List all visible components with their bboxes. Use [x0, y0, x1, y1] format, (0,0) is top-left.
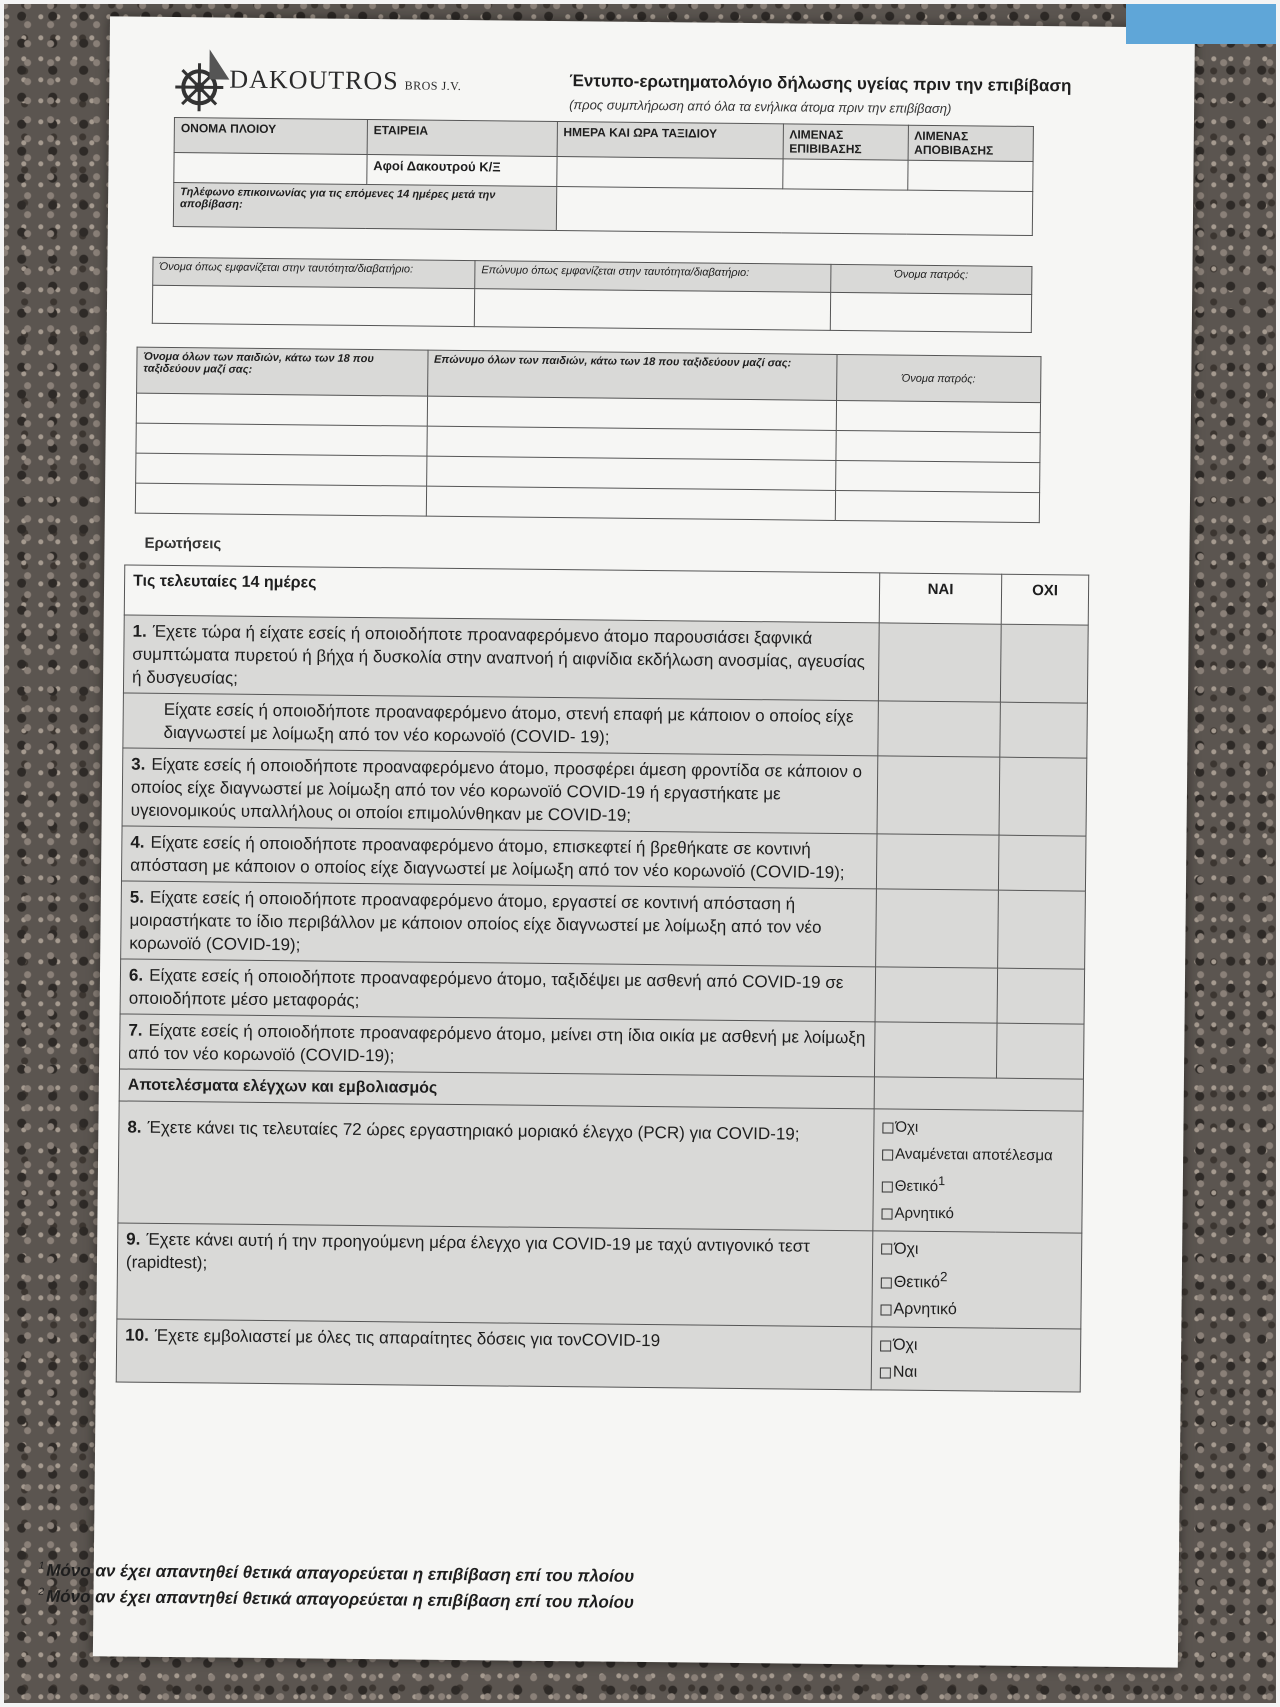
child-first-name-field[interactable]: [136, 393, 427, 426]
first-name-label: Όνομα όπως εμφανίζεται στην ταυτότητα/διαβατήριο:: [153, 257, 475, 288]
child-last-name-field[interactable]: [427, 426, 836, 460]
child-first-name-field[interactable]: [136, 423, 427, 456]
no-column-header: ΟΧΙ: [1001, 574, 1089, 625]
child-father-name-field[interactable]: [835, 490, 1040, 522]
form-sheet: [38, 16, 1195, 1667]
checkbox-icon: [880, 1367, 891, 1378]
footnote-1: $^1$ Μόνο αν έχει απαντηθεί θετικά απαγορεύεται η επιβίβαση επί του πλοίου: [38, 1560, 635, 1586]
checkbox-icon: [880, 1340, 891, 1351]
question-4: 4. Είχατε εσείς ή οποιοδήποτε προαναφερόμενο άτομο, επισκεφτεί ή βρεθήκατε σε κοντινή απόσταση με κάποιον ο οποίος είχε διαγνωστεί με λοίμωξη από τον νέο κορωνοϊό (COVID-19);: [121, 826, 877, 889]
question-9-options: [872, 1231, 1082, 1330]
checkbox-icon: [881, 1277, 892, 1288]
child-father-name-field[interactable]: [836, 400, 1041, 432]
checkbox-icon: [882, 1181, 893, 1192]
question-10-options: [871, 1327, 1081, 1392]
child-last-name-field[interactable]: [426, 456, 835, 490]
q8-option-no[interactable]: Όχι: [882, 1113, 1074, 1142]
question-7: 7. Είχατε εσείς ή οποιοδήποτε προαναφερόμενο άτομο, μείνει στη ίδια οικία με ασθενή με λοίμωξη από τον νέο κορωνοϊό (COVID-19);: [120, 1014, 876, 1077]
question-1-yes[interactable]: [878, 623, 1001, 702]
question-8: 8. Έχετε κάνει τις τελευταίες 72 ώρες εργαστηριακό μοριακό έλεγχο (PCR) για COVID-19;: [118, 1101, 874, 1231]
question-4-no[interactable]: [998, 835, 1086, 891]
q10-option-yes[interactable]: Ναι: [880, 1359, 1072, 1388]
checkbox-icon: [882, 1149, 893, 1160]
last-name-label: Επώνυμο όπως εμφανίζεται στην ταυτότητα/διαβατήριο:: [475, 261, 831, 293]
embark-port-field[interactable]: [782, 159, 907, 190]
company-label: ΕΤΑΙΡΕΙΑ: [367, 120, 557, 157]
checkbox-icon: [880, 1304, 891, 1315]
child-last-name-field[interactable]: [427, 396, 836, 430]
q9-option-negative[interactable]: Αρνητικό: [880, 1296, 1072, 1325]
checkbox-icon: [882, 1122, 893, 1133]
question-2: Είχατε εσείς ή οποιοδήποτε προαναφερόμενο άτομο, στενή επαφή με κάποιον ο οποίος είχε διαγνωστεί με λοίμωξη από τον νέο κορωνοϊό (COVID- 19);: [123, 693, 879, 756]
travel-datetime-field[interactable]: [556, 157, 782, 189]
question-1-no[interactable]: [1000, 624, 1088, 703]
question-6-yes[interactable]: [875, 967, 998, 1023]
question-5-yes[interactable]: [876, 889, 999, 968]
embark-port-label: ΛΙΜΕΝΑΣ ΕΠΙΒΙΒΑΣΗΣ: [783, 124, 908, 160]
phone-label: Τηλέφωνο επικοινωνίας για τις επόμενες 14 ημέρες μετά την αποβίβαση:: [173, 182, 556, 230]
question-5-no[interactable]: [998, 890, 1086, 969]
tests-section-heading: Αποτελέσματα ελέγχων και εμβολιασμός: [119, 1069, 874, 1109]
question-7-no[interactable]: [996, 1023, 1084, 1079]
company-value: Αφοί Δακουτρού Κ/Ξ: [367, 155, 557, 187]
q10-option-no[interactable]: Όχι: [880, 1332, 1072, 1361]
children-info-table: [135, 347, 1042, 523]
question-7-yes[interactable]: [874, 1022, 997, 1078]
child-last-name-field[interactable]: [426, 486, 835, 520]
children-father-name-label: Όνομα πατρός:: [836, 354, 1041, 402]
question-10: 10. Έχετε εμβολιαστεί με όλες τις απαραίτητες δόσεις για τονCOVID-19: [116, 1319, 872, 1390]
ship-name-label: ΟΝΟΜΑ ΠΛΟΙΟΥ: [174, 117, 367, 154]
question-2-yes[interactable]: [878, 701, 1001, 757]
checkbox-icon: [881, 1208, 892, 1219]
q9-option-no[interactable]: Όχι: [881, 1235, 1073, 1264]
child-father-name-field[interactable]: [835, 460, 1040, 492]
brand-name: DAKOUTROS BROS J.V.: [229, 64, 462, 96]
questions-heading: Ερωτήσεις: [144, 534, 222, 553]
question-9: 9. Έχετε κάνει αυτή ή την προηγούμενη μέρα έλεγχο για COVID-19 με ταχύ αντιγονικό τεστ (rapidtest);: [117, 1223, 873, 1327]
footnote-2: $^2$ Μόνο αν έχει απαντηθεί θετικά απαγορεύεται η επιβίβαση επί του πλοίου: [38, 1586, 635, 1612]
father-name-label: Όνομα πατρός:: [830, 264, 1032, 294]
question-2-no[interactable]: [1000, 702, 1088, 758]
document-subtitle: (προς συμπλήρωση από όλα τα ενήλικα άτομα πριν την επιβίβαση): [569, 97, 952, 117]
question-1: 1. Έχετε τώρα ή είχατε εσείς ή οποιοδήποτε προαναφερόμενο άτομο παρουσιάσει ξαφνικά συμπτώματα πυρετού ή βήχα ή δυσκολία στην αναπνοή ή αιφνίδια εκδήλωση ανοσμίας, αγευσίας ή δυσγευσίας;: [123, 615, 879, 701]
last-name-field[interactable]: [474, 289, 830, 331]
children-first-name-label: Όνομα όλων των παιδιών, κάτω των 18 που ταξιδεύουν μαζί σας:: [137, 347, 428, 396]
checkbox-icon: [881, 1244, 892, 1255]
q8-option-pending[interactable]: Αναμένεται αποτέλεσμα: [882, 1140, 1074, 1169]
question-6-no[interactable]: [997, 968, 1085, 1024]
q8-option-positive[interactable]: Θετικό$^1$: [882, 1167, 1074, 1201]
passenger-info-table: [152, 257, 1033, 333]
question-3: 3. Είχατε εσείς ή οποιοδήποτε προαναφερόμενο άτομο, προσφέρει άμεση φροντίδα σε κάποιον ο οποίος είχε διαγνωστεί με λοίμωξη από τον νέο κορωνοϊό COVID-19 ή εργαστήκατε με υγειονομικούς υπαλλήλους οι οποίοι επιμολύνθηκαν με COVID-19;: [122, 748, 878, 834]
document-title: Έντυπο-ερωτηματολόγιο δήλωσης υγείας πριν την επιβίβαση: [569, 71, 1072, 96]
children-last-name-label: Επώνυμο όλων των παιδιών, κάτω των 18 που ταξιδεύουν μαζί σας:: [427, 350, 836, 400]
q9-option-positive[interactable]: Θετικό$^2$: [881, 1262, 1073, 1297]
ship-name-field[interactable]: [174, 152, 367, 184]
question-8-options: [873, 1109, 1083, 1233]
question-3-yes[interactable]: [877, 756, 1000, 835]
disembark-port-field[interactable]: [907, 160, 1033, 191]
yes-column-header: ΝΑΙ: [879, 573, 1002, 624]
health-questionnaire-table: [116, 564, 1090, 1392]
question-3-no[interactable]: [999, 757, 1087, 836]
question-6: 6. Είχατε εσείς ή οποιοδήποτε προαναφερόμενο άτομο, ταξιδέψει με ασθενή από COVID-19 σε οποιοδήποτε μέσο μεταφοράς;: [120, 959, 876, 1022]
form-header: [169, 39, 1170, 129]
trip-info-table: [173, 117, 1034, 236]
q8-option-negative[interactable]: Αρνητικό: [881, 1199, 1073, 1228]
child-first-name-field[interactable]: [135, 483, 426, 516]
period-heading: Τις τελευταίες 14 ημέρες: [124, 565, 879, 623]
travel-datetime-label: ΗΜΕΡΑ ΚΑΙ ΩΡΑ ΤΑΞΙΔΙΟΥ: [557, 122, 783, 159]
father-name-field[interactable]: [830, 292, 1032, 332]
disembark-port-label: ΛΙΜΕΝΑΣ ΑΠΟΒΙΒΑΣΗΣ: [908, 125, 1034, 161]
child-first-name-field[interactable]: [136, 453, 427, 486]
first-name-field[interactable]: [152, 285, 474, 326]
question-4-yes[interactable]: [876, 834, 999, 890]
child-father-name-field[interactable]: [835, 430, 1040, 462]
question-5: 5. Είχατε εσείς ή οποιοδήποτε προαναφερόμενο άτομο, εργαστεί σε κοντινή απόσταση ή μοιραστήκατε το ίδιο περιβάλλον με κάποιον οποίος είχε διαγνωστεί με λοίμωξη από τον νέο κορωνοϊό (COVID-19);: [121, 881, 877, 967]
phone-field[interactable]: [556, 187, 1033, 236]
blue-corner-decoration: [1126, 4, 1276, 44]
